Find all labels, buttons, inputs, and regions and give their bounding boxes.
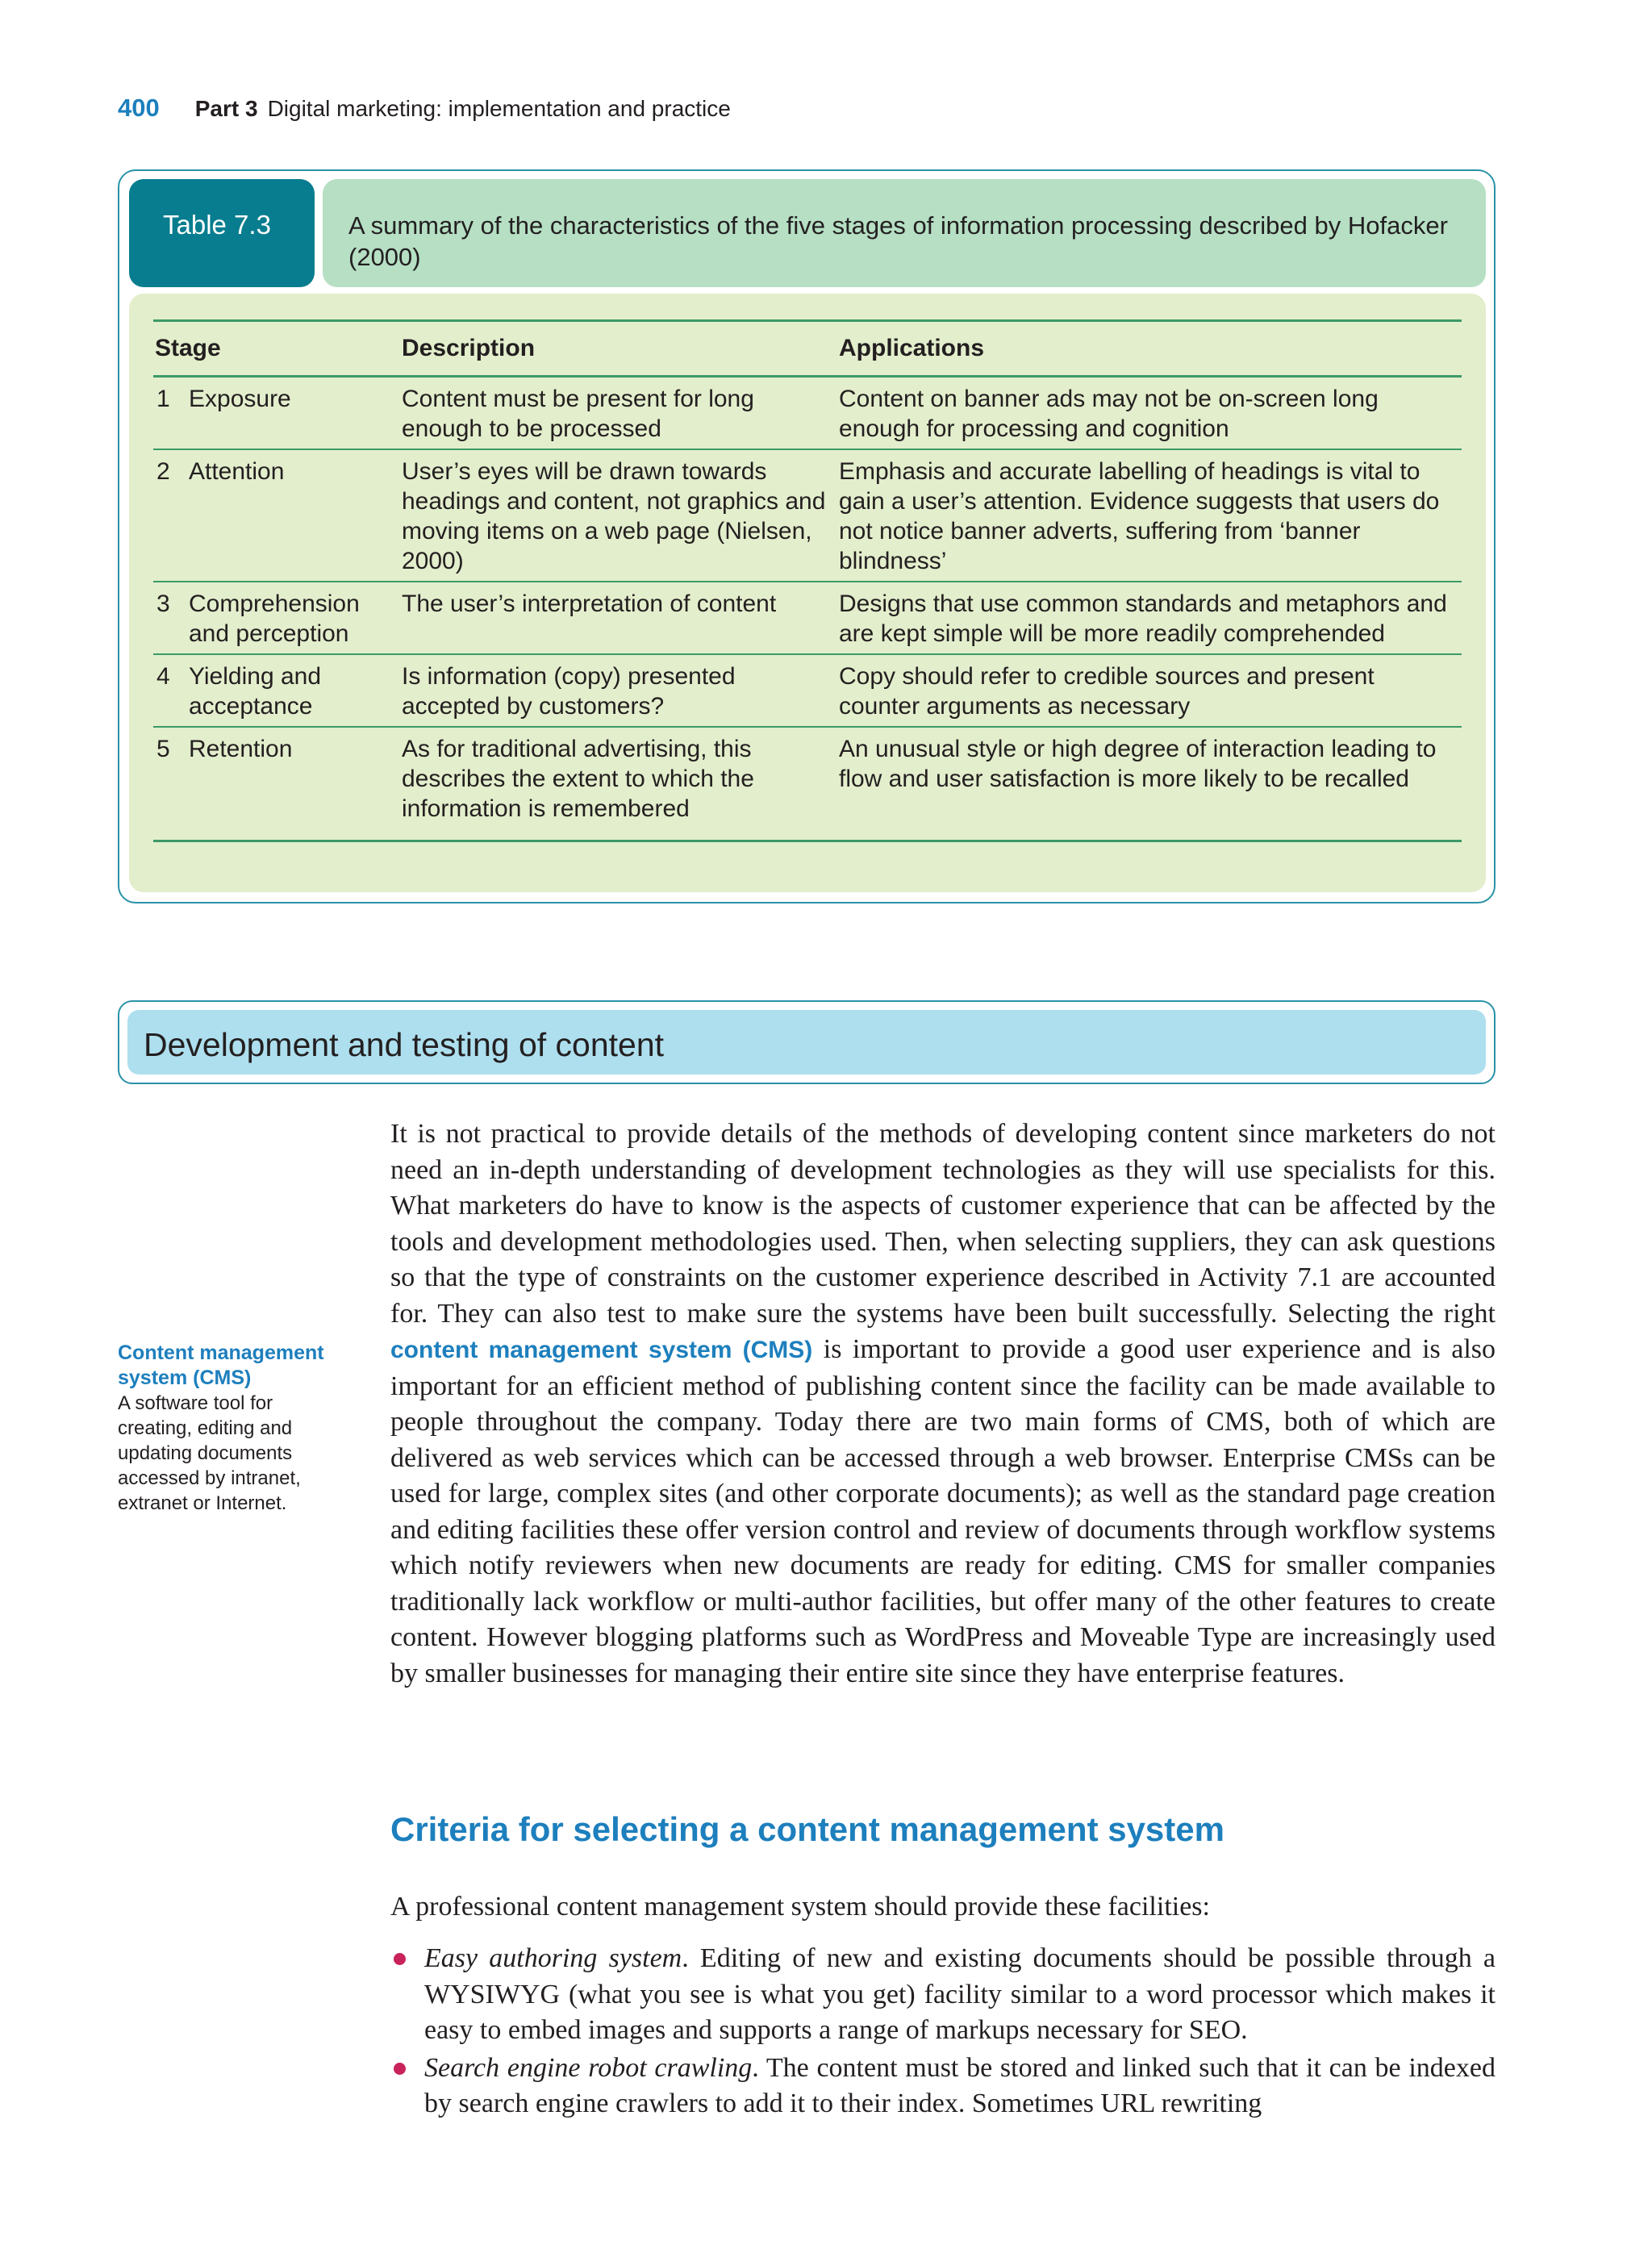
stage-cell <box>153 589 402 649</box>
table-body <box>129 294 1486 892</box>
column-header-applications: Applications <box>839 335 985 361</box>
body-text-after: is important to provide a good user experience and is also important for an efficient method of publishing content since the facility can be made available to people throughout the company. Today there are two main forms of CMS, both of which are delivered as web services which can be accessed through a web browser. Enterprise CMSs can be used for large, complex sites (and other corporate documents); as well as the standard page creation and editing facilities these offer version control and review of documents through workflow systems which notify reviewers when new documents are ready for editing. CMS for smaller companies traditionally lack workflow or multi-author facilities, but offer many of the other features to create content. However blogging platforms such as WordPress and Moveable Type are increasingly used by smaller businesses for managing their entire site since they have enterprise features. <box>390 1334 1496 1688</box>
stage-name: Yielding and acceptance <box>189 663 322 720</box>
part-title: Digital marketing: implementation and practice <box>267 96 731 121</box>
stage-name: Comprehension and perception <box>189 590 360 647</box>
stage-name: Retention <box>189 736 293 762</box>
stage-description: User’s eyes will be drawn towards headings and content, not graphics and moving items on a web page (Nielsen, 2000) <box>402 458 826 574</box>
stage-number: 2 <box>156 458 170 485</box>
stage-cell <box>153 384 402 444</box>
stage-applications: Copy should refer to credible sources and present counter arguments as necessary <box>839 663 1375 720</box>
stage-applications: Emphasis and accurate labelling of headings is vital to gain a user’s attention. Evidence suggests that users do not notice banner adverts, suffering from ‘banner blindness’ <box>839 458 1440 574</box>
table-row <box>153 655 1462 728</box>
stage-applications: Content on banner ads may not be on-screen long enough for processing and cognition <box>839 386 1379 442</box>
bullet-text: . Editing of new and existing documents should be possible through a WYSIWYG (what you see is what you get) facility similar to a word processor which makes it easy to embed images and supports a range of markups necessary for SEO. <box>424 1943 1496 2045</box>
bullet-icon <box>394 1953 406 1965</box>
margin-definition <box>118 1341 352 1516</box>
key-term-cms: content management system (CMS) <box>390 1337 813 1363</box>
list-item <box>390 1941 1496 2049</box>
margin-term: Content management system (CMS) <box>118 1342 324 1389</box>
part-label: Part 3 <box>194 96 258 121</box>
stage-number: 5 <box>156 736 170 762</box>
table-caption: A summary of the characteristics of the five stages of information processing described by Hofacker (2000) <box>323 179 1486 287</box>
body-paragraph <box>390 1116 1496 1692</box>
table-row <box>153 378 1462 450</box>
stage-name: Exposure <box>189 386 291 412</box>
table-header-row <box>153 319 1462 378</box>
stage-number: 1 <box>156 386 170 412</box>
bullet-title: Search engine robot crawling <box>424 2052 753 2083</box>
running-header <box>118 94 731 126</box>
bullet-text: . The content must be stored and linked such that it can be indexed by search engine crawlers to add it to their index. Sometimes URL rewriting <box>424 2052 1496 2118</box>
stage-applications: An unusual style or high degree of interaction leading to flow and user satisfaction is more likely to be recalled <box>839 736 1437 792</box>
table-tag: Table 7.3 <box>129 179 315 287</box>
stage-number: 4 <box>156 663 170 690</box>
page-number: 400 <box>118 94 160 122</box>
table-row <box>153 582 1462 655</box>
stage-description: As for traditional advertising, this describes the extent to which the information is remembered <box>402 736 754 822</box>
bullet-title: Easy authoring system <box>424 1943 682 1973</box>
stage-cell <box>153 661 402 721</box>
table-row <box>153 450 1462 582</box>
stages-table <box>153 319 1462 842</box>
stage-name: Attention <box>189 458 285 485</box>
stage-applications: Designs that use common standards and metaphors and are kept simple will be more readily comprehended <box>839 590 1447 647</box>
stage-cell <box>153 457 402 576</box>
criteria-list <box>390 1941 1496 2124</box>
criteria-intro: A professional content management system should provide these facilities: <box>390 1892 1210 1922</box>
stage-description: Content must be present for long enough to be processed <box>402 386 754 442</box>
bullet-icon <box>394 2063 406 2075</box>
column-header-description: Description <box>402 335 536 361</box>
margin-definition-text: A software tool for creating, editing and updating documents accessed by intranet, extranet or Internet. <box>118 1392 301 1514</box>
table-row <box>153 728 1462 842</box>
section-heading-band <box>127 1010 1486 1075</box>
stage-number: 3 <box>156 590 170 617</box>
section-title: Development and testing of content <box>144 1026 665 1063</box>
section-heading-box <box>118 1000 1496 1084</box>
list-item <box>390 2051 1496 2122</box>
criteria-heading: Criteria for selecting a content management system <box>390 1810 1224 1848</box>
table-box <box>118 169 1496 903</box>
column-header-stage: Stage <box>155 335 221 361</box>
stage-description: The user’s interpretation of content <box>402 590 777 617</box>
stage-cell <box>153 734 402 824</box>
body-text-before: It is not practical to provide details of the methods of developing content since marketers do not need an in-depth understanding of development technologies as they will use specialists for this. What marketers do have to know is the aspects of customer experience that can be affected by the tools and development methodologies used. Then, when selecting suppliers, they can ask questions so that the type of constraints on the customer experience described in Activity 7.1 are accounted for. They can also test to make sure the systems have been built successfully. Selecting the right <box>390 1119 1496 1329</box>
stage-description: Is information (copy) presented accepted by customers? <box>402 663 736 720</box>
